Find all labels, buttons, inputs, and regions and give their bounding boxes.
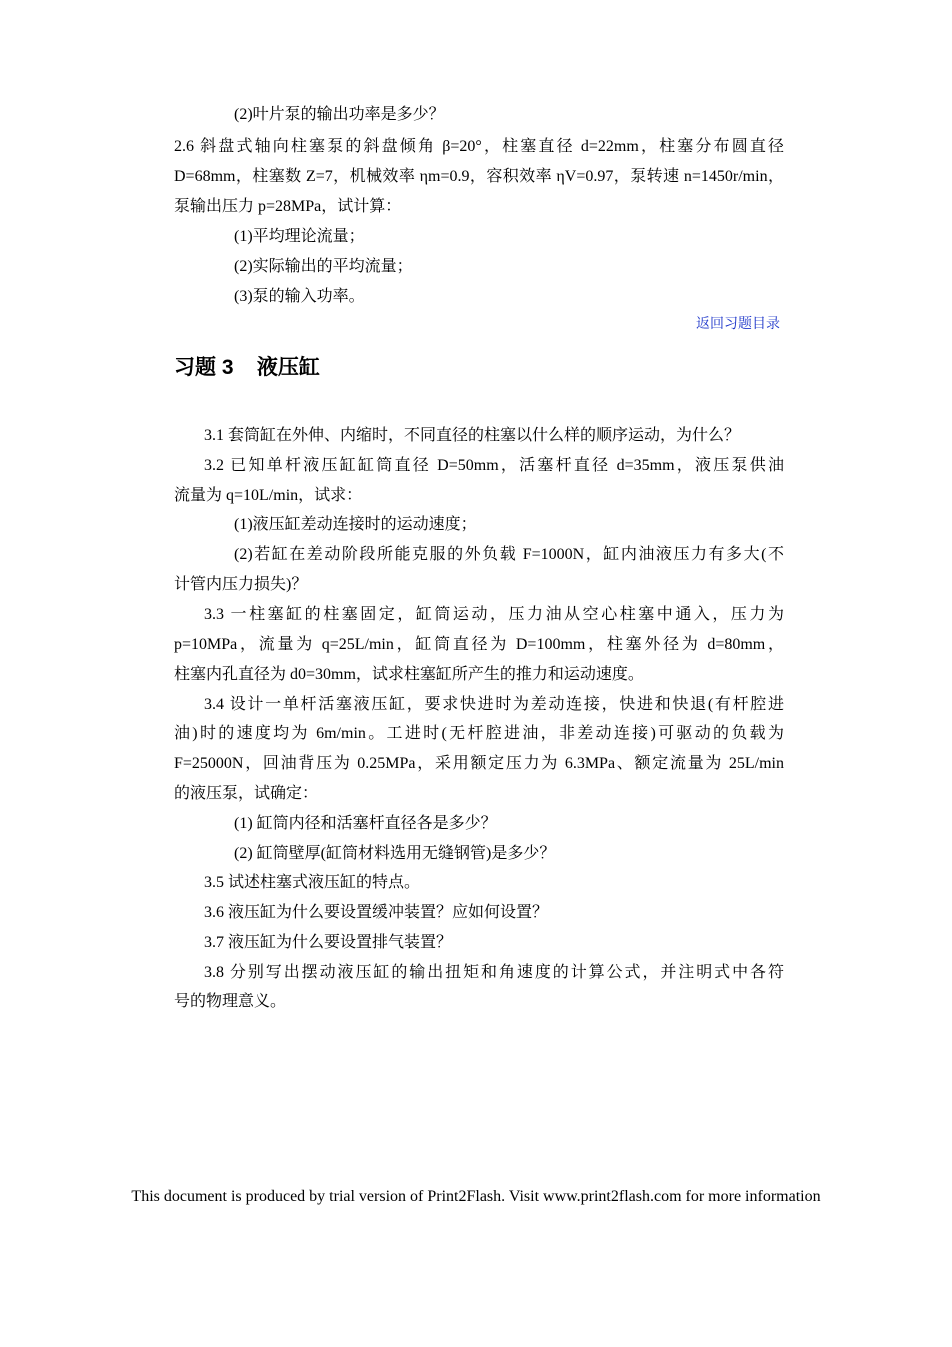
chapter-heading: 习题 3 液压缸 (174, 356, 320, 379)
question-3-4-part-2: (2) 缸筒壁厚(缸筒材料选用无缝钢管)是多少？ (234, 845, 556, 862)
question-3-2-part-2-line-1: (2)若缸在差动阶段所能克服的外负载 F=1000N，缸内油液压力有多大(不 (234, 546, 784, 563)
question-3-4-line-3: F=25000N，回油背压为 0.25MPa，采用额定压力为 6.3MPa、额定流量为 25L/min (174, 755, 784, 772)
question-3-3-line-3: 柱塞内孔直径为 d0=30mm，试求柱塞缸所产生的推力和运动速度。 (174, 666, 644, 683)
question-3-5: 3.5 试述柱塞式液压缸的特点。 (204, 874, 421, 891)
question-3-4-part-1: (1) 缸筒内径和活塞杆直径各是多少？ (234, 815, 497, 832)
question-2-6-line-3: 泵输出压力 p=28MPa，试计算： (174, 198, 402, 215)
question-3-2-part-2-line-2: 计管内压力损失)？ (174, 576, 308, 593)
question-3-2-part-1: (1)液压缸差动连接时的运动速度； (234, 516, 477, 533)
question-3-1: 3.1 套筒缸在外伸、内缩时，不同直径的柱塞以什么样的顺序运动，为什么？ (204, 427, 741, 444)
question-3-4-line-4: 的液压泵，试确定： (174, 785, 319, 802)
question-2-6-part-2: (2)实际输出的平均流量； (234, 258, 413, 275)
question-3-4-line-1: 3.4 设计一单杆活塞液压缸，要求快进时为差动连接，快进和快退(有杆腔进 (204, 696, 784, 713)
question-3-3-line-1: 3.3 一柱塞缸的柱塞固定，缸筒运动，压力油从空心柱塞中通入，压力为 (204, 606, 784, 623)
question-3-8-line-1: 3.8 分别写出摆动液压缸的输出扭矩和角速度的计算公式，并注明式中各符 (204, 964, 784, 981)
question-3-3-line-2: p=10MPa，流量为 q=25L/min，缸筒直径为 D=100mm，柱塞外径为 d=80mm， (174, 636, 784, 653)
question-2-5-part-2: (2)叶片泵的输出功率是多少？ (234, 106, 445, 123)
question-3-8-line-2: 号的物理意义。 (174, 993, 287, 1010)
back-to-exercise-index-link[interactable]: 返回习题目录 (696, 315, 780, 331)
question-2-6-part-1: (1)平均理论流量； (234, 228, 365, 245)
question-2-6-line-1: 2.6 斜盘式轴向柱塞泵的斜盘倾角 β=20°，柱塞直径 d=22mm，柱塞分布圆直径 (174, 138, 784, 155)
question-2-6-part-3: (3)泵的输入功率。 (234, 288, 365, 305)
question-3-6: 3.6 液压缸为什么要设置缓冲装置？应如何设置？ (204, 904, 549, 921)
question-3-7: 3.7 液压缸为什么要设置排气装置？ (204, 934, 453, 951)
question-3-2-line-2: 流量为 q=10L/min，试求： (174, 487, 363, 504)
trial-version-footer: This document is produced by trial version of Print2Flash. Visit www.print2flash.com for more information (131, 1188, 821, 1205)
question-3-2-line-1: 3.2 已知单杆液压缸缸筒直径 D=50mm，活塞杆直径 d=35mm，液压泵供油 (204, 457, 784, 474)
question-2-6-line-2: D=68mm，柱塞数 Z=7，机械效率 ηm=0.9，容积效率 ηV=0.97，泵转速 n=1450r/min， (174, 168, 784, 185)
question-3-4-line-2: 油)时的速度均为 6m/min。工进时(无杆腔进油，非差动连接)可驱动的负载为 (174, 725, 784, 742)
